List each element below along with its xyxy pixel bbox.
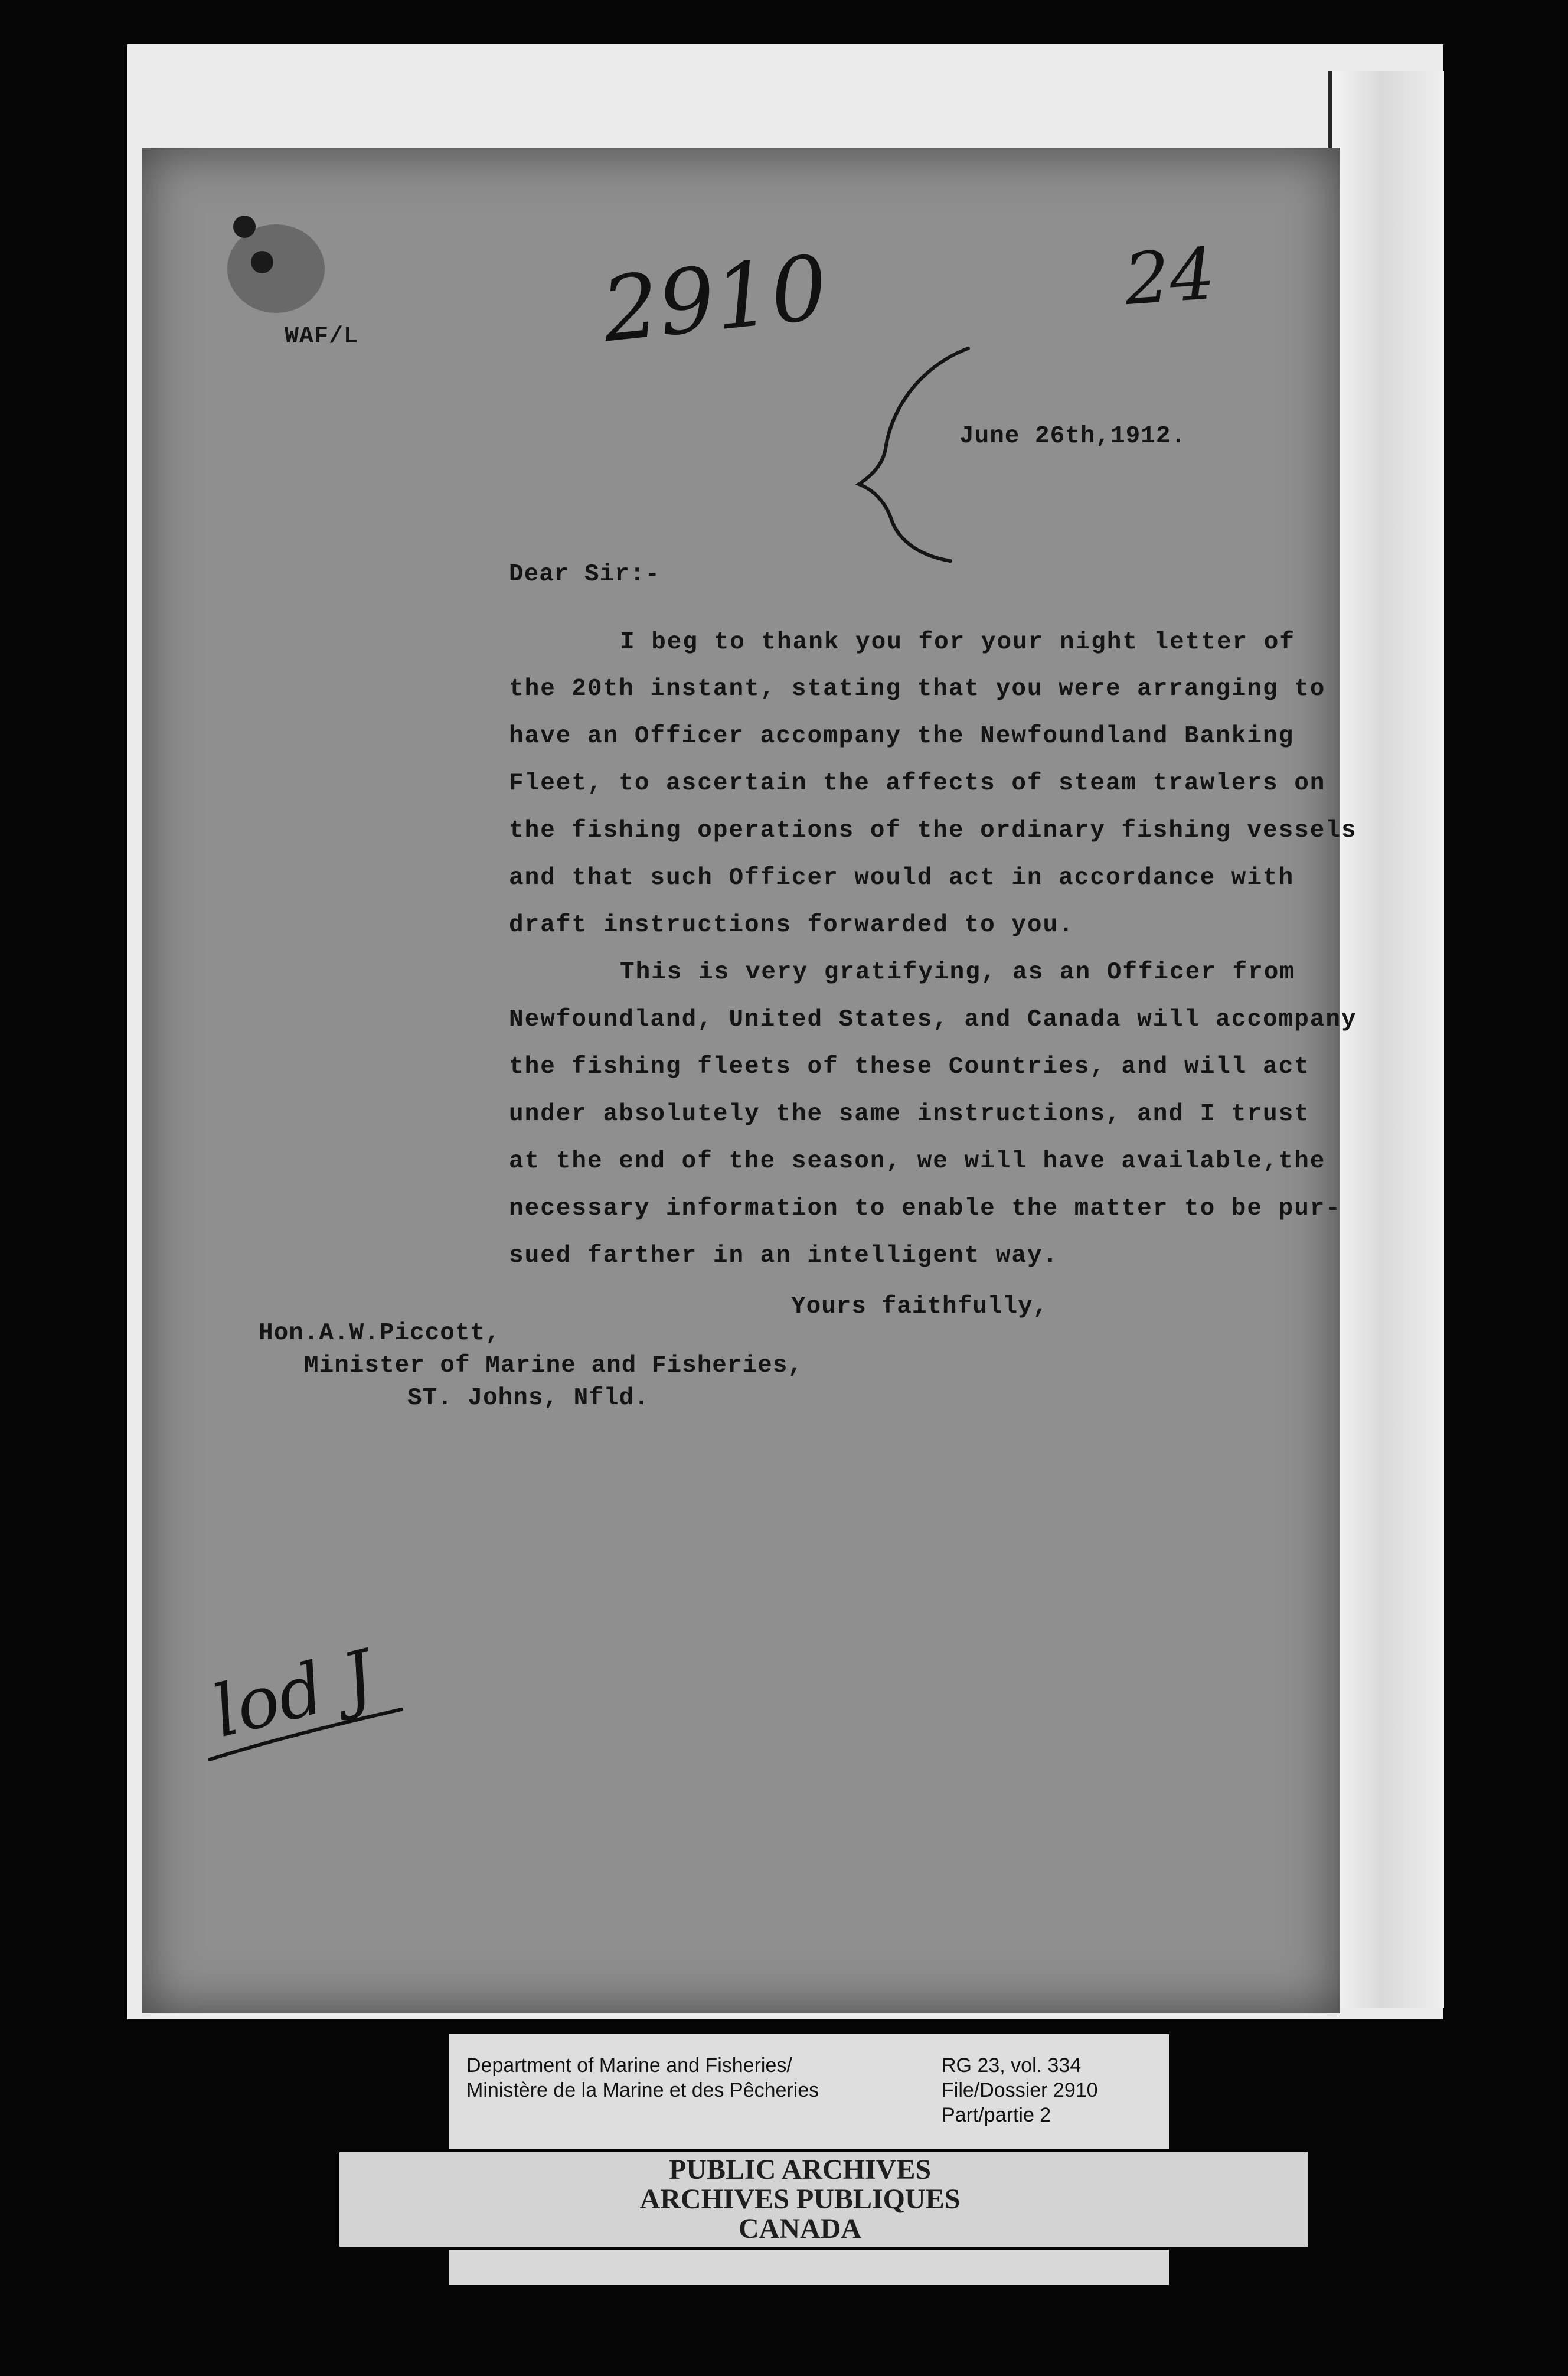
archive-label [449,2034,1169,2149]
body-line: I beg to thank you for your night letter of [620,629,1295,656]
body-line: and that such Officer would act in accordance with [509,864,1295,892]
body-line: the fishing operations of the ordinary fishing vessels [509,817,1357,844]
handwritten-file-number: 2910 [597,236,832,363]
closing: Yours faithfully, [791,1293,1048,1320]
letter-date: June 26th,1912. [959,423,1187,450]
body-line: Fleet, to ascertain the affects of steam trawlers on [509,770,1326,797]
label-reference [942,2053,1098,2127]
department-english: Department of Marine and Fisheries/ [466,2054,792,2077]
addressee-title: Minister of Marine and Fisheries, [304,1352,803,1379]
body-line: Newfoundland, United States, and Canada will accompany [509,1006,1357,1033]
addressee-name: Hon.A.W.Piccott, [259,1320,501,1347]
body-line: necessary information to enable the matter to be pur- [509,1195,1342,1222]
handwritten-initials: lod J [205,1634,382,1754]
punch-hole-top [233,216,256,238]
stamp-line-1: PUBLIC ARCHIVES [668,2154,932,2185]
stamp-bottom-band [449,2250,1169,2285]
record-group: RG 23, vol. 334 [942,2054,1082,2077]
body-line: have an Officer accompany the Newfoundland Banking [509,723,1295,750]
salutation: Dear Sir:- [509,561,661,588]
department-french: Ministère de la Marine et des Pêcheries [466,2079,819,2101]
body-line: the fishing fleets of these Countries, and will act [509,1053,1310,1081]
stamp-line-3: CANADA [739,2213,861,2244]
body-line: sued farther in an intelligent way. [509,1242,1059,1269]
part-number: Part/partie 2 [942,2104,1051,2126]
file-number: File/Dossier 2910 [942,2079,1098,2101]
handwritten-brace-mark [850,342,980,567]
label-department [466,2053,819,2103]
addressee-location: ST. Johns, Nfld. [407,1385,649,1412]
body-line: at the end of the season, we will have available,the [509,1148,1326,1175]
archives-stamp [561,2155,1039,2244]
body-line: the 20th instant, stating that you were arranging to [509,675,1326,703]
body-line: under absolutely the same instructions, and I trust [509,1101,1310,1128]
reference-code: WAF/L [285,324,359,350]
punch-hole-bottom [251,251,273,273]
stamp-line-2: ARCHIVES PUBLIQUES [639,2184,961,2215]
body-line: This is very gratifying, as an Officer from [620,959,1295,986]
initials-underline [207,1706,407,1765]
page-edge-strip [1328,71,1444,2008]
handwritten-page-number: 24 [1122,233,1218,322]
body-line: draft instructions forwarded to you. [509,912,1074,939]
